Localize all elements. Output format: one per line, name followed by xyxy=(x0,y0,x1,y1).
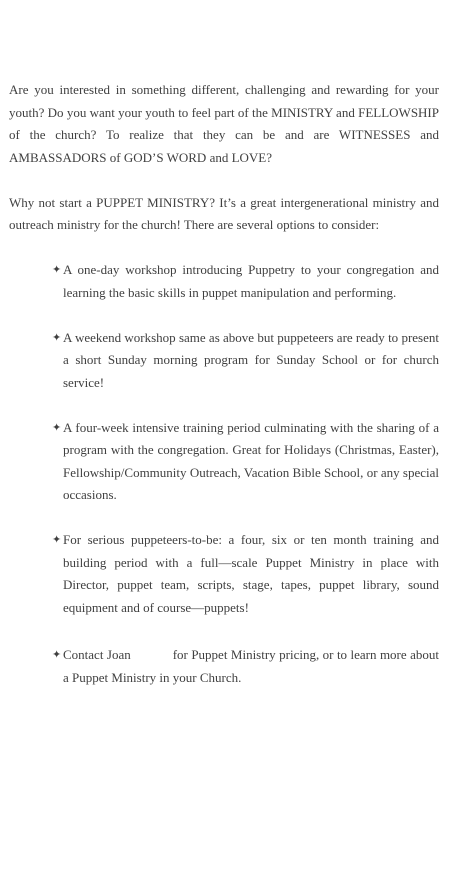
option-text: For serious puppeteers-to-be: a four, six or ten month training and building period with a full—scale Puppet Ministry in place with Director, puppet team, scripts, stage, tapes, puppet library, sound equipment and of course—puppets! xyxy=(63,532,439,615)
contact-rest: for Puppet Ministry pricing, or to learn more about a Puppet Ministry in your Church. xyxy=(63,647,439,685)
page-content xyxy=(9,79,439,712)
star-bullet-icon: ✦ xyxy=(52,264,62,276)
option-text: A four-week intensive training period culminating with the sharing of a program with the congregation. Great for Holidays (Christmas, Easter), Fellowship/Community Outreach, Vacation Bible School, or any special occasions. xyxy=(63,419,439,502)
options-list xyxy=(9,259,439,689)
star-bullet-icon: ✦ xyxy=(52,421,62,434)
star-bullet-icon: ✦ xyxy=(52,649,62,661)
list-item xyxy=(52,259,439,304)
why-paragraph: Why not start a PUPPET MINISTRY? It’s a great intergenerational ministry and outreach ministry for the church! There are several options to consider: xyxy=(9,194,439,232)
star-bullet-icon: ✦ xyxy=(52,331,62,344)
list-item xyxy=(52,417,439,507)
option-text: A one-day workshop introducing Puppetry to your congregation and learning the basic skills in puppet manipulation and performing. xyxy=(63,262,439,300)
star-bullet-icon: ✦ xyxy=(52,534,62,546)
contact-item xyxy=(52,644,439,689)
list-item xyxy=(52,529,439,619)
contact-lead: Contact Joan xyxy=(63,647,131,662)
list-item xyxy=(52,327,439,395)
option-text: A weekend workshop same as above but puppeteers are ready to present a short Sunday morning program for Sunday School or for church service! xyxy=(63,329,439,390)
intro-paragraph: Are you interested in something different, challenging and rewarding for your youth? Do you want your youth to feel part of the MINISTRY and FELLOWSHIP of the church? To realize that they can be and are WITNESSES and AMBASSADORS of GOD’S WORD and LOVE? xyxy=(9,82,439,165)
